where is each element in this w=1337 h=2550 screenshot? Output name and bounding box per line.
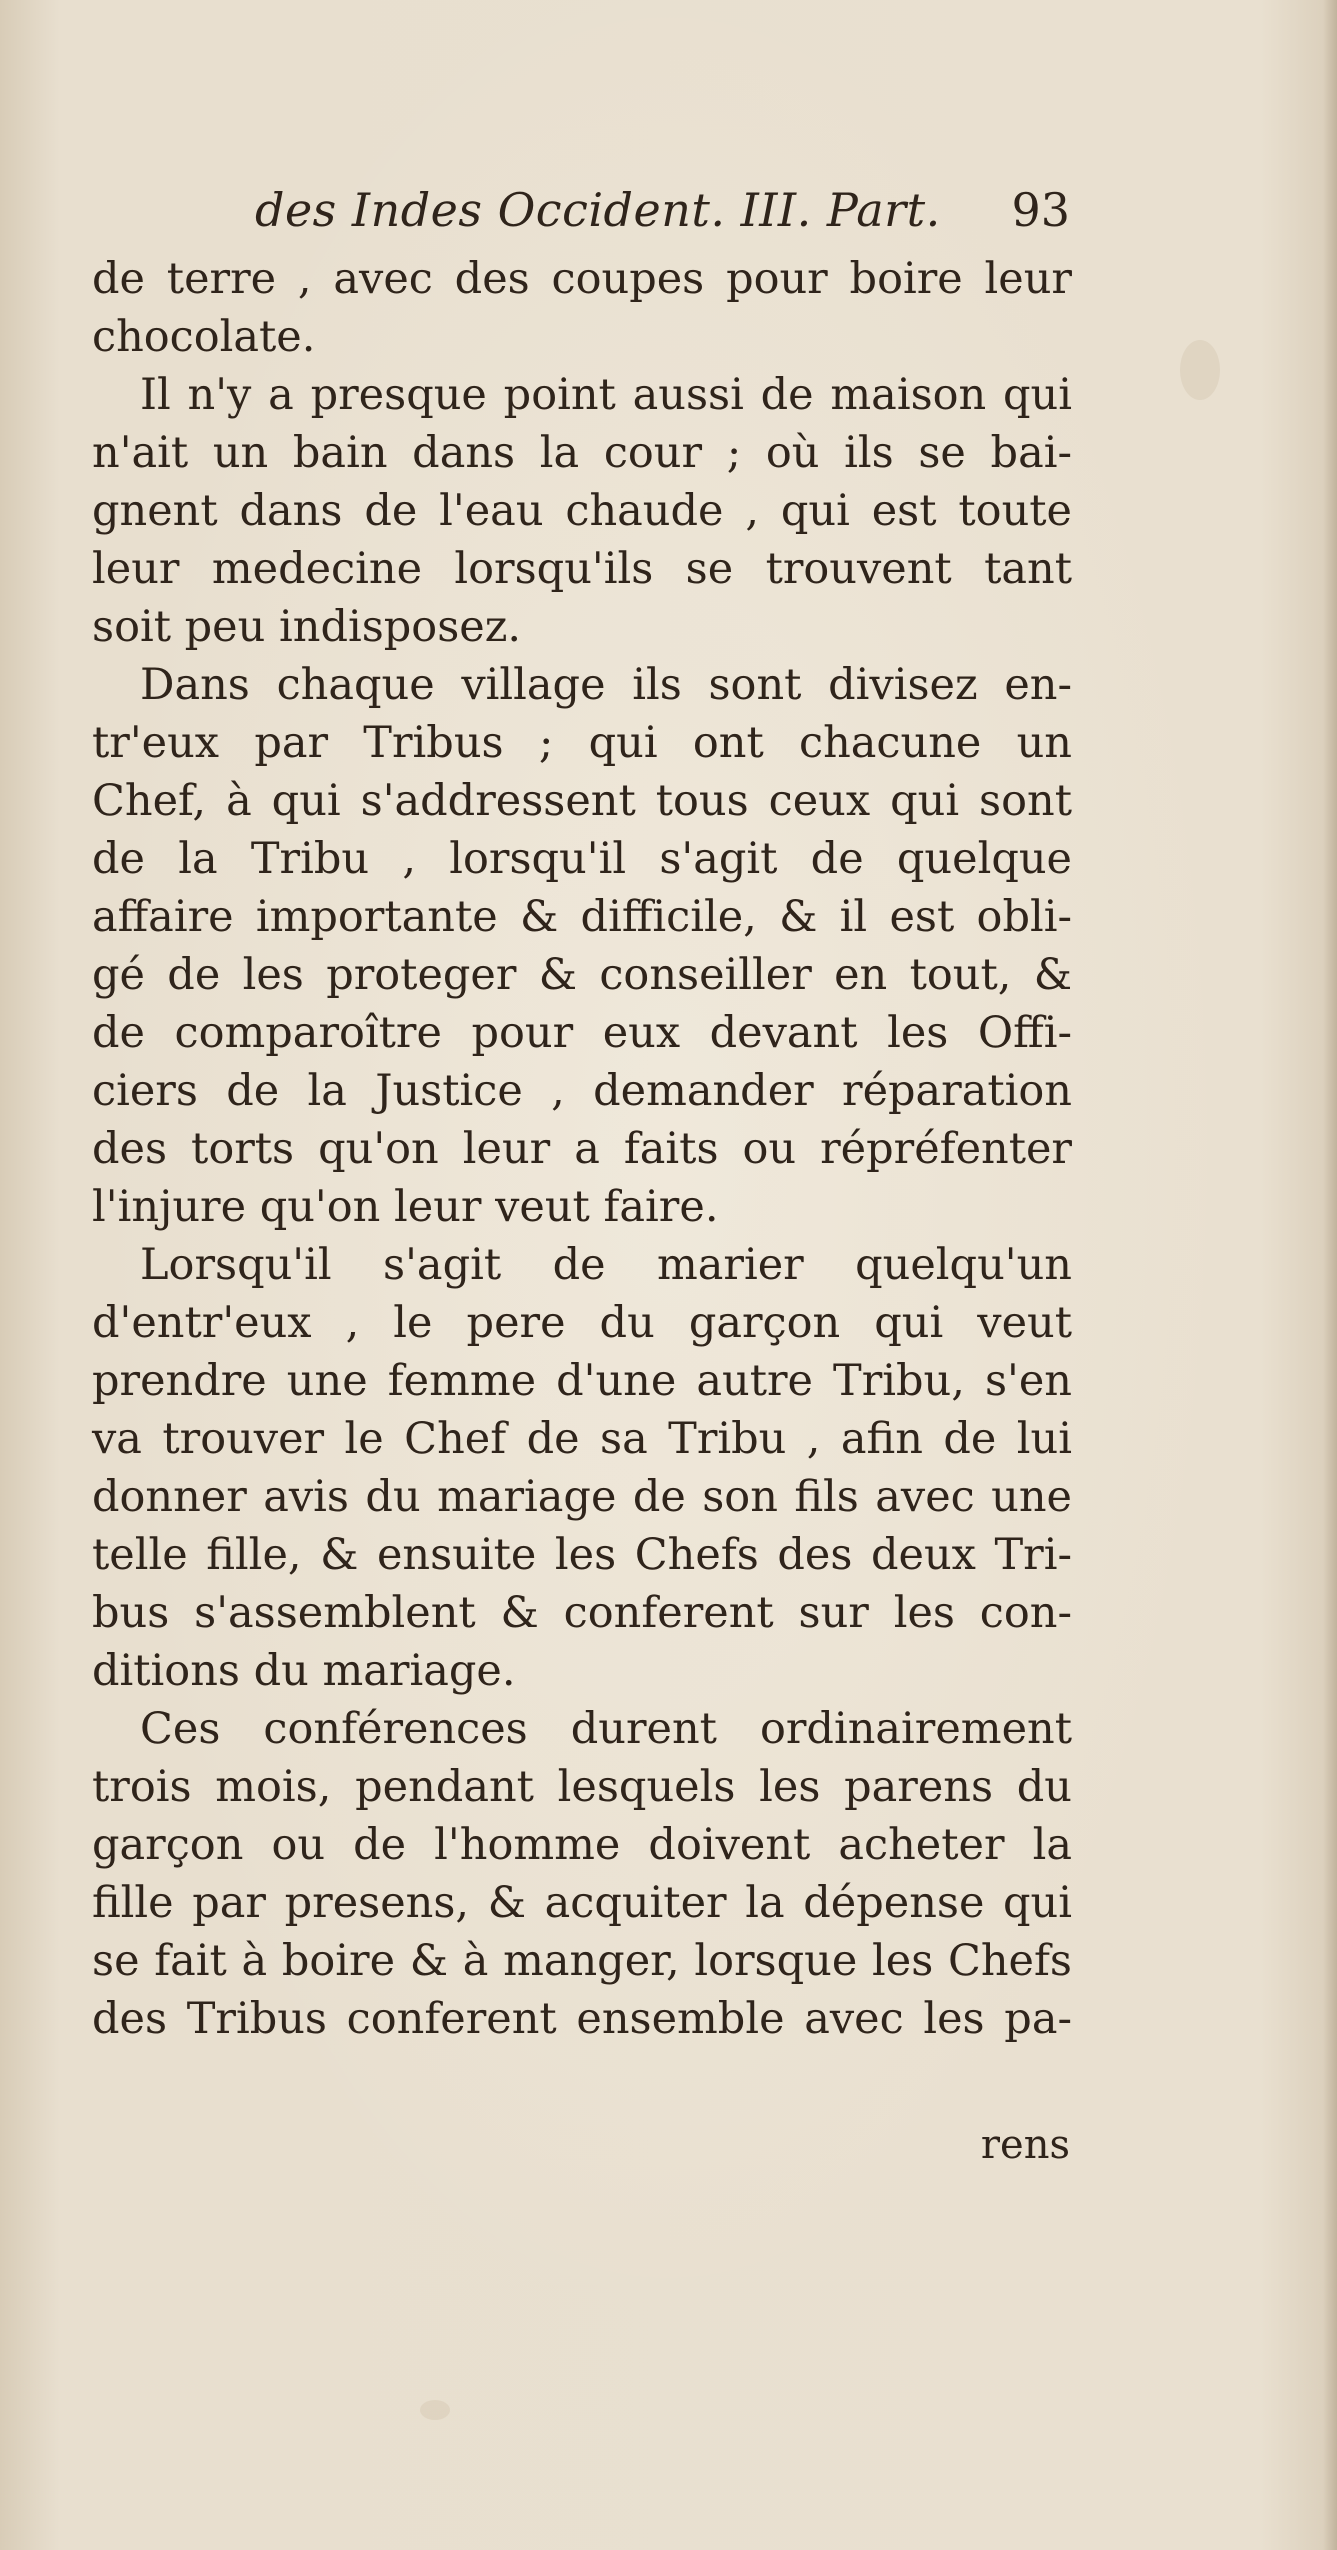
text-line: va trouver le Chef de sa Tribu , afin de lui xyxy=(92,1414,1072,1464)
text-line: de la Tribu , lorsqu'il s'agit de quelque xyxy=(92,834,1072,884)
catchword: rens xyxy=(980,2122,1070,2168)
paper-stain xyxy=(1180,340,1220,400)
text-line: garçon ou de l'homme doivent acheter la xyxy=(92,1820,1072,1870)
text-line: d'entr'eux , le pere du garçon qui veut xyxy=(92,1298,1072,1348)
text-line: Dans chaque village ils sont divisez en- xyxy=(140,660,1072,710)
text-line: ditions du mariage. xyxy=(92,1646,516,1696)
text-line: Ces conférences durent ordinairement xyxy=(140,1704,1072,1754)
text-line: n'ait un bain dans la cour ; où ils se bai- xyxy=(92,428,1072,478)
text-line: l'injure qu'on leur veut faire. xyxy=(92,1182,719,1232)
page-number: 93 xyxy=(1011,183,1070,237)
text-line: Il n'y a presque point aussi de maison qui xyxy=(140,370,1072,420)
text-line: des Tribus conferent ensemble avec les pa- xyxy=(92,1994,1072,2044)
text-line: gnent dans de l'eau chaude , qui est toute xyxy=(92,486,1072,536)
text-line: leur medecine lorsqu'ils se trouvent tant xyxy=(92,544,1072,594)
text-line: ciers de la Justice , demander réparation xyxy=(92,1066,1072,1116)
text-line: soit peu indisposez. xyxy=(92,602,522,652)
text-line: des torts qu'on leur a faits ou répréfenter xyxy=(92,1124,1072,1174)
text-line: Chef, à qui s'addressent tous ceux qui sont xyxy=(92,776,1072,826)
text-line: chocolate. xyxy=(92,312,316,362)
text-line: trois mois, pendant lesquels les parens du xyxy=(92,1762,1072,1812)
text-line: fille par presens, & acquiter la dépense qui xyxy=(92,1878,1072,1928)
body-text xyxy=(92,250,1072,2048)
text-line: bus s'assemblent & conferent sur les con- xyxy=(92,1588,1072,1638)
text-line: de terre , avec des coupes pour boire leur xyxy=(92,254,1072,304)
text-line: Lorsqu'il s'agit de marier quelqu'un xyxy=(140,1240,1072,1290)
text-line: se fait à boire & à manger, lorsque les Chefs xyxy=(92,1936,1072,1986)
text-line: telle fille, & ensuite les Chefs des deux Tri- xyxy=(92,1530,1072,1580)
text-line: tr'eux par Tribus ; qui ont chacune un xyxy=(92,718,1072,768)
text-line: gé de les proteger & conseiller en tout, & xyxy=(92,950,1072,1000)
page-header xyxy=(255,180,1070,240)
paper-stain xyxy=(420,2400,450,2420)
running-title: des Indes Occident. III. Part. xyxy=(255,183,941,237)
text-line: prendre une femme d'une autre Tribu, s'en xyxy=(92,1356,1072,1406)
text-line: de comparoître pour eux devant les Offi- xyxy=(92,1008,1072,1058)
page-edge-shadow xyxy=(1323,0,1337,2550)
text-line: donner avis du mariage de son fils avec une xyxy=(92,1472,1072,1522)
text-line: affaire importante & difficile, & il est obli- xyxy=(92,892,1072,942)
